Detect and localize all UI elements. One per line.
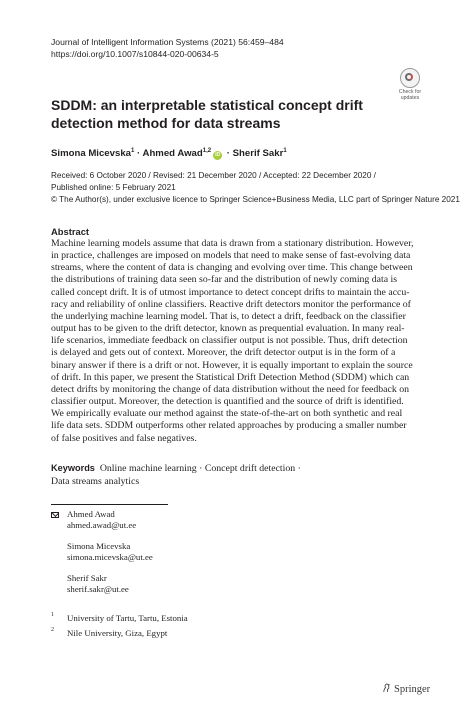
contact-name: Ahmed Awad <box>67 509 115 519</box>
publisher-name: Springer <box>394 684 431 695</box>
contact-email[interactable]: sherif.sakr@ut.ee <box>67 584 129 594</box>
envelope-icon <box>51 512 59 518</box>
publisher-logo <box>382 683 430 695</box>
badge-label: Check for updates <box>398 89 422 101</box>
contact-name: Simona Micevska <box>67 541 131 551</box>
affiliation-text: University of Tartu, Tartu, Estonia <box>67 613 188 623</box>
contact-entry <box>67 573 129 595</box>
affiliation-number: 1 <box>51 612 54 618</box>
abstract-heading: Abstract <box>51 226 90 237</box>
affiliation-text: Nile University, Giza, Egypt <box>67 628 168 638</box>
check-for-updates-icon <box>400 68 420 88</box>
copyright-notice: © The Author(s), under exclusive licence to Springer Science+Business Media, LLC part of Springer Nature 2021 <box>51 195 460 204</box>
keywords-section <box>51 462 301 488</box>
contact-name: Sherif Sakr <box>67 573 107 583</box>
paper-title: SDDM: an interpretable statistical concept drift detection method for data streams <box>51 97 363 131</box>
abstract-body: Machine learning models assume that data is drawn from a stationary distribution. However, in practice, challenges are imposed on models that need to make sense of fast-evolving data streams, where the content of data is changing and evolving over time. This change between the distributions of training data seen so-far and the distribution of newly coming data is called concept drift. It is of utmost importance to detect concept drifts to maintain the accu- racy and reliability of online classifiers. Reactive drift detectors monitor the performance of the underlying machine learning model. That is, to detect a drift, feedback on the classifier output has to be given to the drift detector, known as prequential evaluation. In many real- life scenarios, immediate feedback on classifier output is not possible. Thus, drift detection is delayed and gets out of context. Moreover, the drift detector output is in the form of a binary answer if there is a drift or not. However, it is equally important to explain the source of drift. In this paper, we present the Statistical Drift Detection Method (SDDM) which can detect drifts by monitoring the change of data distribution without the need for feedback on classifier output. Moreover, the detection is quantified and the source of drift is identified. We empirically evaluate our method against the state-of-the-art on both synthetic and real life data sets. SDDM outperforms other related approaches by producing a smaller number of false positives and false negatives. <box>51 238 414 444</box>
author-name[interactable]: Simona Micevska <box>51 148 131 160</box>
keywords-text: Online machine learning · Concept drift detection · <box>99 463 301 474</box>
journal-citation: Journal of Intelligent Information Systems (2021) 56:459–484 <box>51 37 284 47</box>
contact-entry <box>67 509 136 531</box>
author-list: Simona Micevska$^1$ · Ahmed Awad$^{1,2}$iD · Sherif Sakr$^1$ <box>51 148 287 160</box>
author-name[interactable]: Ahmed Awad <box>142 148 203 160</box>
journal-header <box>51 36 284 60</box>
contact-entry <box>67 541 153 563</box>
author-affil-mark: 1,2 <box>202 148 212 154</box>
affiliation-number: 2 <box>51 627 54 633</box>
footnote-divider <box>51 504 168 505</box>
publication-history: Received: 6 October 2020 / Revised: 21 December 2020 / Accepted: 22 December 2020 / Published online: 5 February 2021 © The Author(s), under exclusive licence to Springer Science+Business Media, LLC part of Springer Nature 2021 <box>51 171 460 204</box>
contact-email[interactable]: simona.micevska@ut.ee <box>67 552 153 562</box>
author-name[interactable]: Sherif Sakr <box>232 148 284 160</box>
contact-email[interactable]: ahmed.awad@ut.ee <box>67 520 137 530</box>
springer-horse-icon <box>382 683 391 693</box>
doi-link[interactable]: https://doi.org/10.1007/s10844-020-00634-5 <box>51 49 219 59</box>
orcid-icon[interactable]: iD <box>215 152 221 159</box>
author-affil-mark: 1 <box>283 148 287 154</box>
keywords-text: Data streams analytics <box>51 475 140 487</box>
check-for-updates-badge[interactable] <box>394 68 426 102</box>
author-affil-mark: 1 <box>131 148 135 154</box>
keywords-label: Keywords <box>51 463 95 473</box>
